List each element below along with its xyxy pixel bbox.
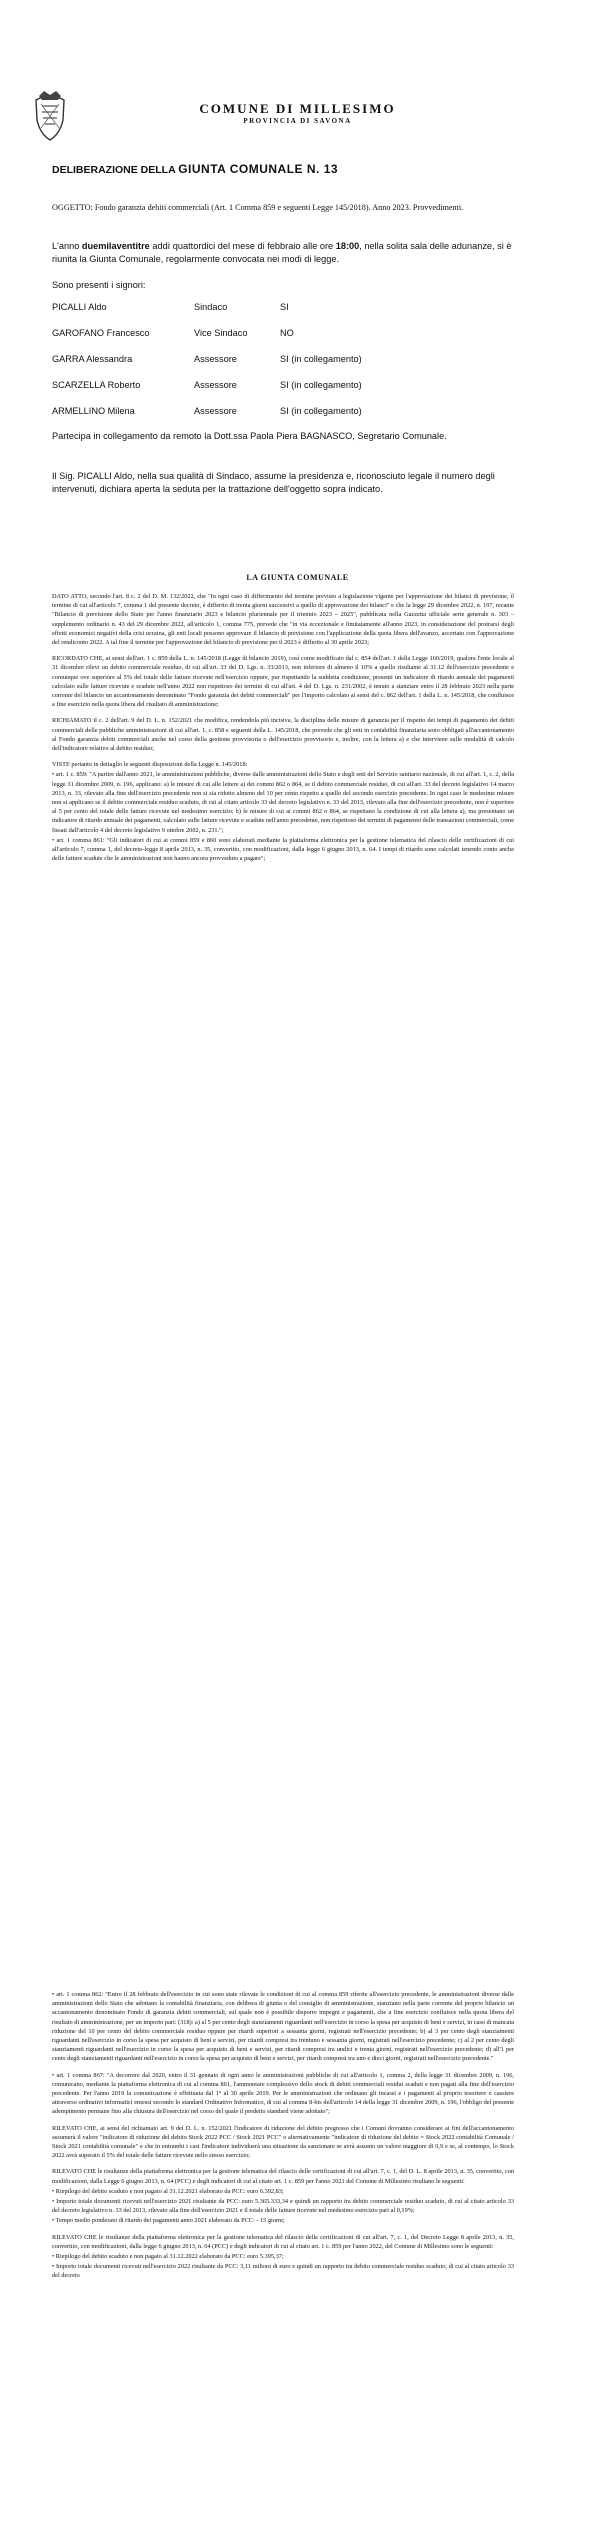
body-paragraph: RILEVATO CHE le risultanze della piattaforma elettronica per la gestione telematica del rilascio delle certificazioni di cui all'art. 7, c. 1, del D. L. 8 aprile 2013, n. 35, convertito, con modificazioni, dalla Legge 6 giugno 2013, n. 64 (PCC) e degli indicatori di cui al citato art. 1 c. 859 per l'anno 2021 del Comune di Millesimo risultano le seguenti: bbox=[52, 2168, 514, 2185]
member-name: GARRA Alessandra bbox=[52, 354, 133, 364]
presenti-heading: Sono presenti i signori: bbox=[52, 280, 146, 290]
body-paragraph: • Riepilogo del debito scaduto e non pagato al 31.12.2021 elaborato da PCC: euro 6.392,83; bbox=[52, 2187, 284, 2195]
member-role: Assessore bbox=[194, 406, 237, 416]
oggetto-subject: OGGETTO: Fondo garanzia debiti commerciali (Art. 1 Comma 859 e seguenti Legge 145/2018). Anno 2023. Provvedimenti. bbox=[52, 203, 464, 212]
secretary-statement: Partecipa in collegamento da remoto la Dott.ssa Paola Piera BAGNASCO, Segretario Comunale. bbox=[52, 431, 447, 441]
body-text-bottom bbox=[52, 1990, 514, 2288]
intro-date: addì quattordici del mese di febbraio alle ore bbox=[152, 241, 334, 251]
intro-time: 18:00 bbox=[335, 241, 360, 251]
body-paragraph: • art. 1 comma 862: "Entro il 28 febbraio dell'esercizio in cui sono state rilevate le condizioni di cui al comma 859 riferite all'esercizio precedente, le amministrazioni diverse dalle amministrazioni dello Stato che adottano la contabilità finanziaria, con delibera di giunta o del consiglio di amministrazione, stanziano nella parte corrente del proprio bilancio un accantonamento denominato Fondo di garanzia debiti commerciali, sul quale non è possibile disporre impegni e pagamenti, che a fine esercizio confluisce nella quota libera del risultato di amministrazione, per un importo pari: (318): a) al 5 per cento degli stanziamenti riguardanti nell'esercizio in corso la spesa per acquisto di beni e servizi, in caso di mancata riduzione del 10 per cento del debito commerciale residuo oppure per ritardi superiori a sessanta giorni, registrati nell'esercizio precedente; b) al 3 per cento degli stanziamenti riguardanti nell'esercizio in corso la spesa per acquisto di beni e servizi, per ritardi compresi tra trentuno e sessanta giorni, registrati nell'esercizio precedente; c) al 2 per cento degli stanziamenti riguardanti nell'esercizio in corso la spesa per acquisto di beni e servizi, per ritardi compresi tra undici e trenta giorni, registrati nell'esercizio precedente; d) all'1 per cento degli stanziamenti riguardanti nell'esercizio in corso la spesa per acquisto di beni e servizi, per ritardi compresi tra uno e dieci giorni, registrati nell'esercizio precedente." bbox=[52, 1991, 514, 2063]
mayor-statement: Il Sig. PICALLI Aldo, nella sua qualità di Sindaco, assume la presidenza e, riconosciuto legale il numero degli intervenuti, dichiara aperta la seduta per la trattazione dell'oggetto sopra indicato. bbox=[52, 471, 495, 494]
comune-title: COMUNE DI MILLESIMO bbox=[199, 101, 396, 116]
body-paragraph: RILEVATO CHE le risultanze della piattaforma elettronica per la gestione telematica del rilascio delle certificazioni di cui all'art. 7, c. 1, del Decreto Legge 8 aprile 2013, n. 35, convertito, con modificazioni, dalla legge 6 giugno 2013, n. 64 (PCC) e degli indicatori di cui al citato art. 1 c. 859 per l'anno 2022, del Comune di Millesimo sono le seguenti: bbox=[52, 2233, 514, 2250]
body-paragraph: RICHIAMATO il c. 2 dell'art. 9 del D. L. n. 152/2021 che modifica, rendendola più incisiva, la disciplina delle misure di garanzia per il rispetto dei tempi di pagamento dei debiti commerciali delle pubbliche amministrazioni di cui all'art. 1, c. 858 e seguenti della L. 145/2018, che prevede che gli enti in contabilità finanziaria sono obbligati all'accantonamento al Fondo garanzia debiti commerciali anche nel corso della gestione provvisoria o dell'esercizio provvisorio e, inoltre, con la lettera a) e che interviene sulle modalità di calcolo dell'indicatore relativo al debito residuo; bbox=[52, 717, 514, 753]
body-paragraph: DATO ATTO, secondo l'art. 8 c. 2 del D. M. 132/2022, che "In ogni caso di differimento del termine previsto a legislazione vigente per l'approvazione dei bilanci di previsione, il termine di cui all'articolo 7, comma 1 del presente decreto, è differito di trenta giorni successivi a quello di approvazione dei bilanci" e che la legge 29 dicembre 2022, n. 197, recante "Bilancio di previsione dello Stato per l'anno finanziario 2023 e bilancio pluriennale per il triennio 2023 – 2025", pubblicata nella Gazzetta ufficiale serie generale n. 303 – supplemento ordinario n. 43 del 29 dicembre 2022, all'articolo 1, comma 775, prevede che "in via eccezionale e limitatamente all'anno 2023, in considerazione del protrarsi degli effetti economici negativi della crisi ucraina, gli enti locali possono approvare il bilancio di previsione con l'applicazione della quota libera dell'avanzo, accertato con l'approvazione del rendiconto 2022. A tal fine il termine per l'approvazione del bilancio di previsione per il 2023 è differito al 30 aprile 2023; bbox=[52, 593, 514, 647]
member-name: PICALLI Aldo bbox=[52, 302, 107, 312]
intro-rest: , nella solita sala delle adunanze, si è riunita la Giunta Comunale, regolarmente convocata nei modi di legge. bbox=[52, 241, 512, 264]
body-paragraph: • Riepilogo del debito scaduto e non pagato al 31.12.2022 elaborato da PCC: euro 5.395,37; bbox=[52, 2253, 284, 2261]
body-paragraph: • art. 1 c. 859: "A partire dall'anno 2021, le amministrazioni pubbliche, diverse dalle amministrazioni dello Stato e degli enti del Servizio sanitario nazionale, di cui all'art. 1, c. 2, della legge 31 dicembre 2009, n. 196, applicano: a) le misure di cui alle lettere a) dei commi 862 o 864, se il debito commerciale residuo, di cui all'art. 33 del decreto legislativo 14 marzo 2013, n. 33, rilevato alla fine dell'esercizio precedente non si sia ridotto almeno del 10 per cento rispetto a quello del secondo esercizio precedente. In ogni caso le medesime misure non si applicano se il debito commerciale residuo scaduto, di cui al citato articolo 33 del decreto legislativo n. 33 del 2013, rilevato alla fine dell'esercizio precedente, non è superiore al 5 per cento del totale delle fatture ricevute nel medesimo esercizio; b) le misure di cui ai commi 862 o 864, se rispettano la condizione di cui alla lettera a), ma presentano un indicatore di ritardo annuale dei pagamenti, calcolato sulle fatture ricevute e scadute nell'anno precedente, non rispettoso dei termini di pagamento delle transazioni commerciali, come fissati dall'articolo 4 del decreto legislativo 9 ottobre 2002, n. 231."; bbox=[52, 771, 514, 834]
deliberation-heading bbox=[52, 162, 338, 176]
member-presence: NO bbox=[280, 328, 294, 338]
body-paragraph: RILEVATO CHE, ai sensi del richiamato art. 9 del D. L. n. 152/2021 l'indicatore di riduzione del debito pregresso che i Comuni dovranno considerare ai fini dell'accantonamento assumerà il valore "indicatore di riduzione del debito Stock 2022 PCC / Stock 2021 PCC" o alternativamente "indicatore di riduzione del debito = Stock 2022 contabilità Comunale / Stock 2021 contabilità comunale" e che in entrambi i casi l'indicatore individuerà una situazione da sanzionare se avrà assunto un valore maggiore di 0,9 e se, al contempo, lo Stock 2022 avrà superato il 5% del totale delle fatture ricevute nello stesso esercizio; bbox=[52, 2124, 514, 2160]
member-presence: SI (in collegamento) bbox=[280, 406, 362, 416]
body-paragraph: • art. 1 comma 867: "A decorrere dal 2020, entro il 31 gennaio di ogni anno le amministrazioni pubbliche di cui all'articolo 1, comma 2, della legge 31 dicembre 2009, n. 196, comunicano, mediante la piattaforma elettronica di cui al comma 861, l'ammontare complessivo dello stock di debiti commerciali residui scaduti e non pagati alla fine dell'esercizio precedente. Per l'anno 2019 la comunicazione è effettuata dal 1° al 30 aprile 2019. Per le amministrazioni che ordinano gli incassi e i pagamenti al proprio tesoriere o cassiere attraverso ordinativi informatici emessi secondo lo standard Ordinativo Informatico, di cui al comma 8-bis dell'articolo 14 della legge 31 dicembre 2009, n. 196, l'obbligo del presente adempimento permane fino alla chiusura dell'esercizio nel corso del quale il predetto standard viene adottato"; bbox=[52, 2071, 514, 2116]
member-role: Assessore bbox=[194, 354, 237, 364]
member-presence: SI (in collegamento) bbox=[280, 380, 362, 390]
member-name: SCARZELLA Roberto bbox=[52, 380, 141, 390]
body-text-top bbox=[52, 592, 514, 870]
body-paragraph: • Importo totale documenti ricevuti nell'esercizio 2022 risultante da PCC: 3,11 milioni di euro e quindi un rapporto tra debito commerciale residuo scaduto, di cui al citato articolo 33 del decreto bbox=[52, 2263, 514, 2280]
deliberation-prefix: DELIBERAZIONE DELLA bbox=[52, 164, 176, 176]
member-name: GAROFANO Francesco bbox=[52, 328, 150, 338]
member-role: Sindaco bbox=[194, 302, 228, 312]
provincia-subtitle: PROVINCIA DI SAVONA bbox=[243, 117, 352, 125]
body-paragraph: • Tempo medio ponderato di ritardo dei pagamenti anno 2021 elaborato da PCC: - 15 giorni; bbox=[52, 2217, 285, 2225]
deliberation-number: GIUNTA COMUNALE N. 13 bbox=[178, 162, 339, 176]
body-paragraph: • art. 1 comma 861: "Gli indicatori di cui ai commi 859 e 860 sono elaborati mediante la piattaforma elettronica per la gestione telematica del rilascio delle certificazioni di cui all'articolo 7, comma 1, del decreto-legge 8 aprile 2013, n. 35, convertito, con modificazioni, dalla legge 6 giugno 2013, n. 64. I tempi di ritardo sono calcolati tenendo conto anche delle fatture scadute che le amministrazioni non hanno ancora provveduto a pagare"; bbox=[52, 836, 514, 863]
meeting-intro bbox=[52, 240, 520, 265]
body-paragraph: RICORDATO CHE, ai sensi dell'art. 1 c. 859 della L. n. 145/2018 (Legge di bilancio 2019), così come modificato dal c. 854 dell'art. 1 della Legge 160/2019, qualora l'ente locale al 31 dicembre rilevi un debito commerciale residuo, di cui all'art. 33 del D. Lgs. n. 33/2013, non inferiore di almeno il 10% a quello risultante al 31.12 dell'esercizio precedente e comunque ove superiore al 5% del totale delle fatture ricevute nell'esercizio oppure, pur rispettando la suddetta condizione, presenti un indicatore di ritardo annuale dei pagamenti calcolato sulle fatture ricevute e scadute nell'anno 2022 non rispettoso dei termini di cui all'art. 4 del D. Lgs. n. 231/2002, è tenuto a stanziare entro il 28 febbraio 2023 nella parte corrente del bilancio un accantonamento denominato "Fondo garanzia dei debiti commerciali" per l'importo calcolato ai sensi del c. 862 dell'art. 1 della L. n. 145/2018, che confluisce a fine esercizio nella quota libera del risultato di amministrazione; bbox=[52, 655, 514, 709]
intro-year: duemilaventitre bbox=[81, 241, 150, 251]
member-role: Vice Sindaco bbox=[194, 328, 248, 338]
member-presence: SI bbox=[280, 302, 289, 312]
member-name: ARMELLINO Milena bbox=[52, 406, 135, 416]
body-paragraph: VISTE pertanto in dettaglio le seguenti disposizioni della Legge n. 145/2018: bbox=[52, 761, 248, 769]
member-presence: SI (in collegamento) bbox=[280, 354, 362, 364]
section-heading: LA GIUNTA COMUNALE bbox=[246, 573, 349, 582]
body-paragraph: • Importo totale documenti ricevuti nell'esercizio 2021 risultante da PCC: euro 5.365.333,34 e quindi un rapporto tra debito commerciale residuo scaduto, di cui al citato articolo 33 del decreto legislativo n. 33 del 2013, rilevato alla fine dell'esercizio 2021 e il totale delle fatture ricevute nel medesimo esercizio pari al 0,19%; bbox=[52, 2198, 514, 2215]
intro-lead: L'anno bbox=[52, 241, 80, 251]
member-role: Assessore bbox=[194, 380, 237, 390]
